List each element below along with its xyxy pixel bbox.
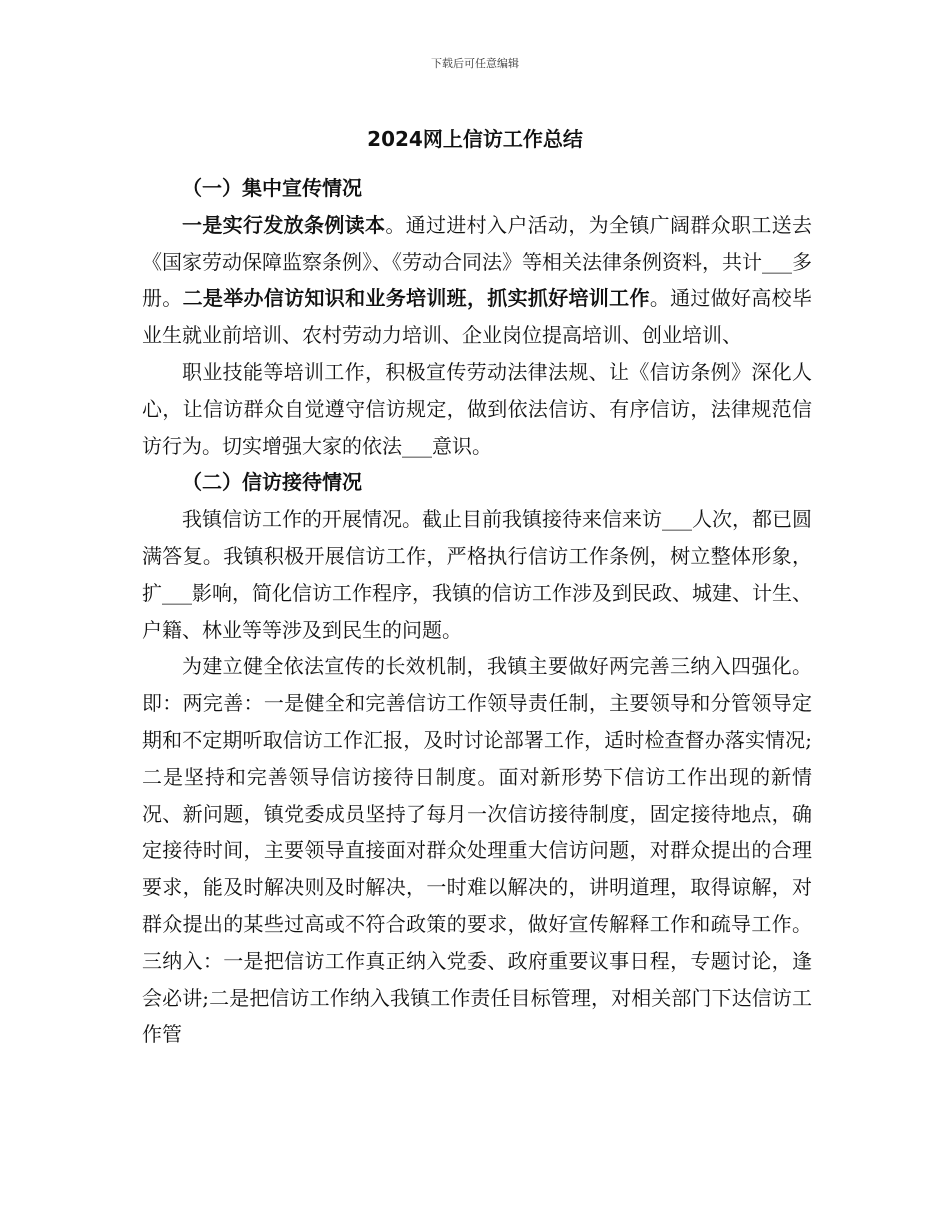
bold-phrase: 一是实行发放条例读本 bbox=[182, 212, 386, 237]
bold-phrase: 二是举办信访知识和业务培训班，抓实抓好培训工作 bbox=[182, 286, 650, 311]
text-run: 。通过做好高校毕业生就业前培训、农村劳动力培训、企业岗位提高培训、创业培训、 bbox=[142, 286, 812, 348]
section-2-paragraph-2: 为建立健全依法宣传的长效机制，我镇主要做好两完善三纳入四强化。即：两完善：一是健全和完善信访工作领导责任制，主要领导和分管领导定期和不定期听取信访工作汇报，及时讨论部署工作，适时检查督办落实情况;二是坚持和完善领导信访接待日制度。面对新形势下信访工作出现的新情况、新问题，镇党委成员坚持了每月一次信访接待制度，固定接待地点，确定接待时间，主要领导直接面对群众处理重大信访问题，对群众提出的合理要求，能及时解决则及时解决，一时难以解决的，讲明道理，取得谅解，对群众提出的某些过高或不符合政策的要求，做好宣传解释工作和疏导工作。三纳入：一是把信访工作真正纳入党委、政府重要议事日程，专题讨论，逢会必讲;二是把信访工作纳入我镇工作责任目标管理，对相关部门下达信访工作管 bbox=[142, 654, 812, 1047]
text-run: 。通过进村入户活动，为全镇广阔群众职工送去《国家劳动保障监察条例》、《劳动合同法》等相关法律条例资料，共计___多册。 bbox=[142, 212, 813, 311]
section-2-paragraph-1: 我镇信访工作的开展情况。截止目前我镇接待来信来访___人次，都已圆满答复。我镇积极开展信访工作，严格执行信访工作条例，树立整体形象，扩___影响，简化信访工作程序，我镇的信访工作涉及到民政、城建、计生、户籍、林业等等涉及到民生的问题。 bbox=[142, 507, 812, 642]
document-body bbox=[142, 170, 812, 1053]
section-2-heading: （二）信访接待情况 bbox=[182, 470, 362, 495]
header-note: 下载后可任意编辑 bbox=[431, 57, 519, 70]
section-1-paragraph-2: 职业技能等培训工作，积极宣传劳动法律法规、让《信访条例》深化人心，让信访群众自觉遵守信访规定，做到依法信访、有序信访，法律规范信访行为。切实增强大家的依法___意识。 bbox=[142, 359, 812, 458]
section-1-paragraph-1 bbox=[142, 207, 812, 354]
section-1-heading: （一）集中宣传情况 bbox=[182, 176, 362, 200]
document-title: 2024网上信访工作总结 bbox=[367, 127, 583, 151]
